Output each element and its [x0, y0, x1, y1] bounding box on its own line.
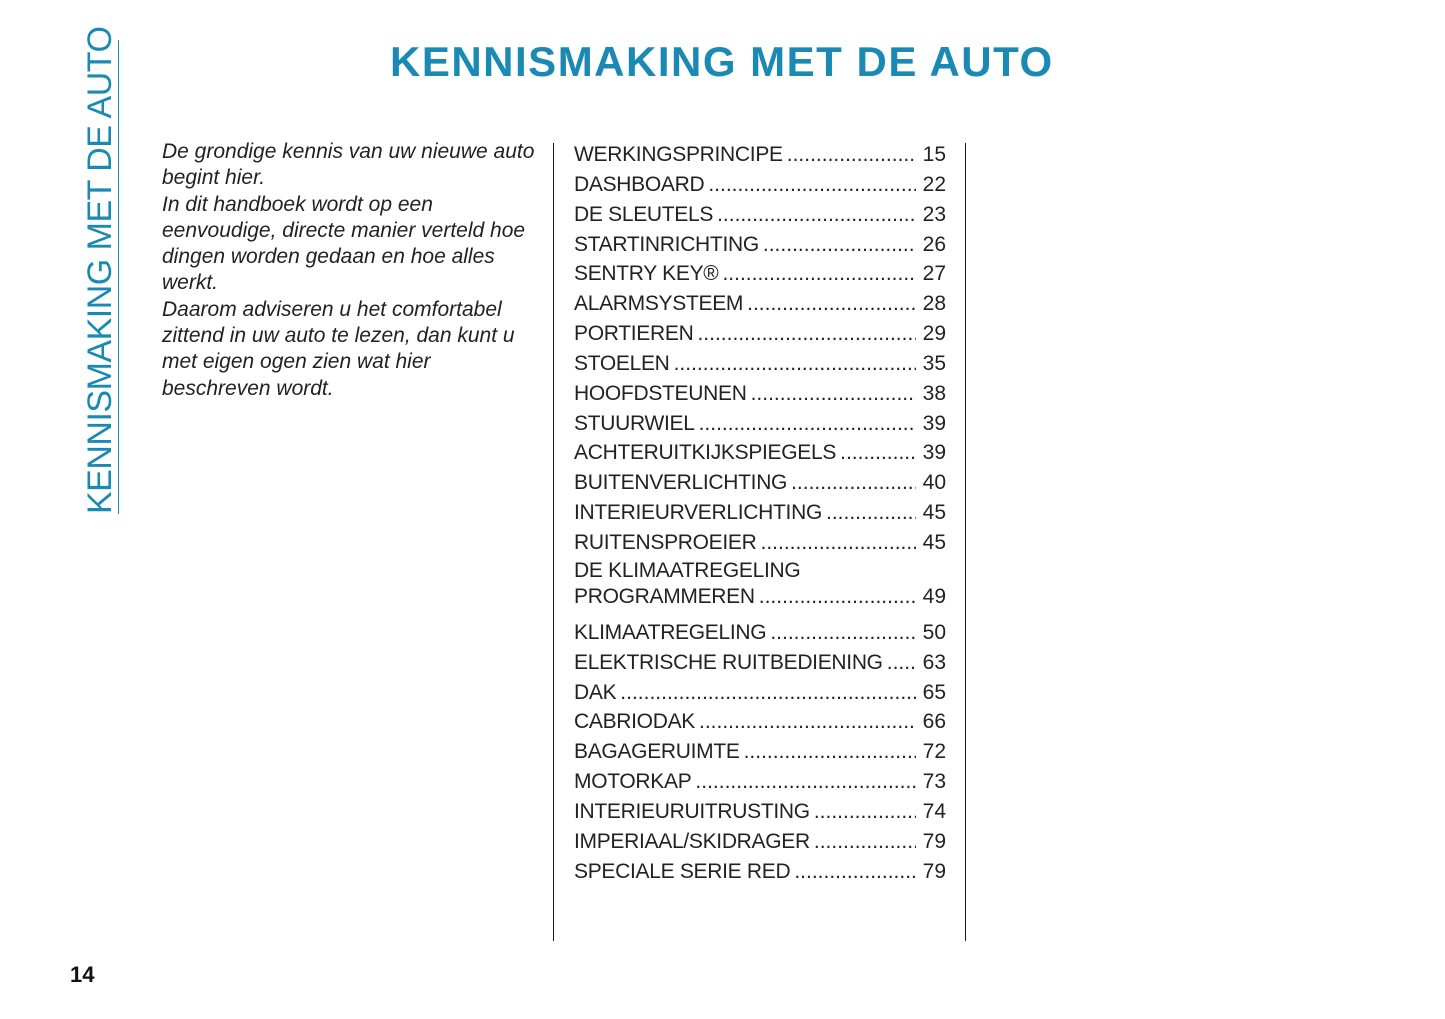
toc-page: 74 [922, 799, 946, 823]
toc-item[interactable] [574, 618, 946, 648]
table-of-contents [574, 140, 946, 886]
toc-label: STOELEN [574, 351, 670, 375]
toc-item[interactable] [574, 737, 946, 767]
toc-leader [717, 200, 916, 230]
toc-page: 79 [922, 829, 946, 853]
toc-page: 40 [922, 471, 946, 495]
toc-leader [840, 438, 916, 468]
toc-label: BAGAGERUIMTE [574, 740, 740, 764]
toc-page: 22 [922, 172, 946, 196]
toc-item[interactable] [574, 170, 946, 200]
toc-label: IMPERIAAL/SKIDRAGER [574, 829, 810, 853]
toc-item[interactable] [574, 528, 946, 558]
toc-leader [794, 857, 916, 887]
toc-leader [747, 289, 916, 319]
toc-item[interactable] [574, 140, 946, 170]
toc-label: BUITENVERLICHTING [574, 471, 788, 495]
toc-page: 39 [922, 411, 946, 435]
toc-leader [761, 528, 917, 558]
toc-leader [887, 648, 916, 678]
toc-page: 45 [922, 501, 946, 525]
toc-page: 45 [922, 530, 946, 554]
toc-item[interactable] [574, 558, 946, 618]
toc-page: 79 [922, 859, 946, 883]
toc-leader [620, 678, 916, 708]
toc-item[interactable] [574, 857, 946, 887]
toc-item[interactable] [574, 259, 946, 289]
toc-page: 73 [922, 770, 946, 794]
toc-label: MOTORKAP [574, 770, 692, 794]
toc-label: RUITENSPROEIER [574, 530, 757, 554]
toc-label: KLIMAATREGELING [574, 620, 767, 644]
toc-page: 15 [922, 143, 946, 166]
toc-item[interactable] [574, 319, 946, 349]
toc-leader [814, 797, 916, 827]
toc-page: 63 [922, 650, 946, 674]
toc-label: PORTIEREN [574, 322, 694, 346]
toc-label: INTERIEURVERLICHTING [574, 501, 822, 525]
toc-label: ACHTERUITKIJKSPIEGELS [574, 441, 837, 465]
toc-label: ELEKTRISCHE RUITBEDIENING [574, 650, 883, 674]
toc-page: 50 [922, 620, 946, 644]
toc-page: 29 [922, 322, 946, 346]
toc-item[interactable] [574, 678, 946, 708]
toc-item[interactable] [574, 498, 946, 528]
toc-leader [674, 349, 916, 379]
toc-page: 65 [922, 680, 946, 704]
toc-item[interactable] [574, 827, 946, 857]
toc-page: 72 [922, 740, 946, 764]
toc-leader [787, 140, 916, 170]
side-tab [81, 26, 119, 514]
toc-leader [826, 498, 916, 528]
toc-item[interactable] [574, 200, 946, 230]
toc-leader [697, 319, 916, 349]
toc-item[interactable] [574, 349, 946, 379]
toc-page: 39 [922, 441, 946, 465]
intro-paragraph: In dit handboek wordt op een eenvoudige, directe manier verteld hoe dingen worden gedaan en hoe alles werkt. [162, 192, 526, 295]
toc-label: PROGRAMMEREN [574, 584, 755, 608]
toc-leader [791, 468, 916, 498]
toc-leader [699, 707, 916, 737]
intro-text [162, 139, 542, 402]
toc-label: DE SLEUTELS [574, 202, 714, 226]
toc-leader [744, 737, 916, 767]
toc-leader [770, 618, 916, 648]
toc-item[interactable] [574, 648, 946, 678]
toc-label: CABRIODAK [574, 710, 695, 734]
intro-paragraph: Daarom adviseren u het comfortabel zittend in uw auto te lezen, dan kunt u met eigen ogen zien wat hier beschreven wordt. [162, 297, 515, 400]
toc-label: DASHBOARD [574, 172, 705, 196]
toc-item[interactable] [574, 468, 946, 498]
toc-item[interactable] [574, 409, 946, 439]
toc-page: 28 [922, 292, 946, 316]
toc-label: DAK [574, 680, 617, 704]
toc-item[interactable] [574, 438, 946, 468]
toc-page: 38 [922, 381, 946, 405]
toc-label: WERKINGSPRINCIPE [574, 143, 783, 166]
toc-page: 27 [922, 262, 946, 286]
toc-page: 23 [922, 202, 946, 226]
toc-label: SENTRY KEY® [574, 262, 719, 286]
toc-leader [699, 409, 916, 439]
toc-label: DE KLIMAATREGELING [574, 558, 801, 582]
side-tab-label: KENNISMAKING MET DE AUTO [81, 26, 119, 514]
toc-item[interactable] [574, 767, 946, 797]
toc-page: 35 [922, 351, 946, 375]
toc-leader [759, 584, 916, 610]
toc-label: STUURWIEL [574, 411, 695, 435]
toc-leader [763, 230, 916, 260]
toc-page: 66 [922, 710, 946, 734]
toc-label: STARTINRICHTING [574, 232, 759, 256]
toc-label: ALARMSYSTEEM [574, 292, 744, 316]
toc-item[interactable] [574, 379, 946, 409]
page-title: KENNISMAKING MET DE AUTO [390, 38, 1054, 85]
toc-label: HOOFDSTEUNEN [574, 381, 747, 405]
toc-item[interactable] [574, 289, 946, 319]
toc-leader [814, 827, 916, 857]
toc-leader [722, 259, 916, 289]
toc-leader [708, 170, 916, 200]
toc-page: 49 [922, 584, 946, 608]
toc-item[interactable] [574, 230, 946, 260]
column-divider-right [965, 143, 966, 941]
toc-leader [751, 379, 916, 409]
toc-leader [695, 767, 916, 797]
column-divider-left [553, 143, 554, 941]
toc-page: 26 [922, 232, 946, 256]
toc-label: SPECIALE SERIE RED [574, 859, 791, 883]
page-number: 14 [70, 962, 95, 987]
toc-label: INTERIEURUITRUSTING [574, 799, 810, 823]
toc-item[interactable] [574, 797, 946, 827]
toc-item[interactable] [574, 707, 946, 737]
intro-paragraph: De grondige kennis van uw nieuwe auto begint hier. [162, 140, 535, 190]
